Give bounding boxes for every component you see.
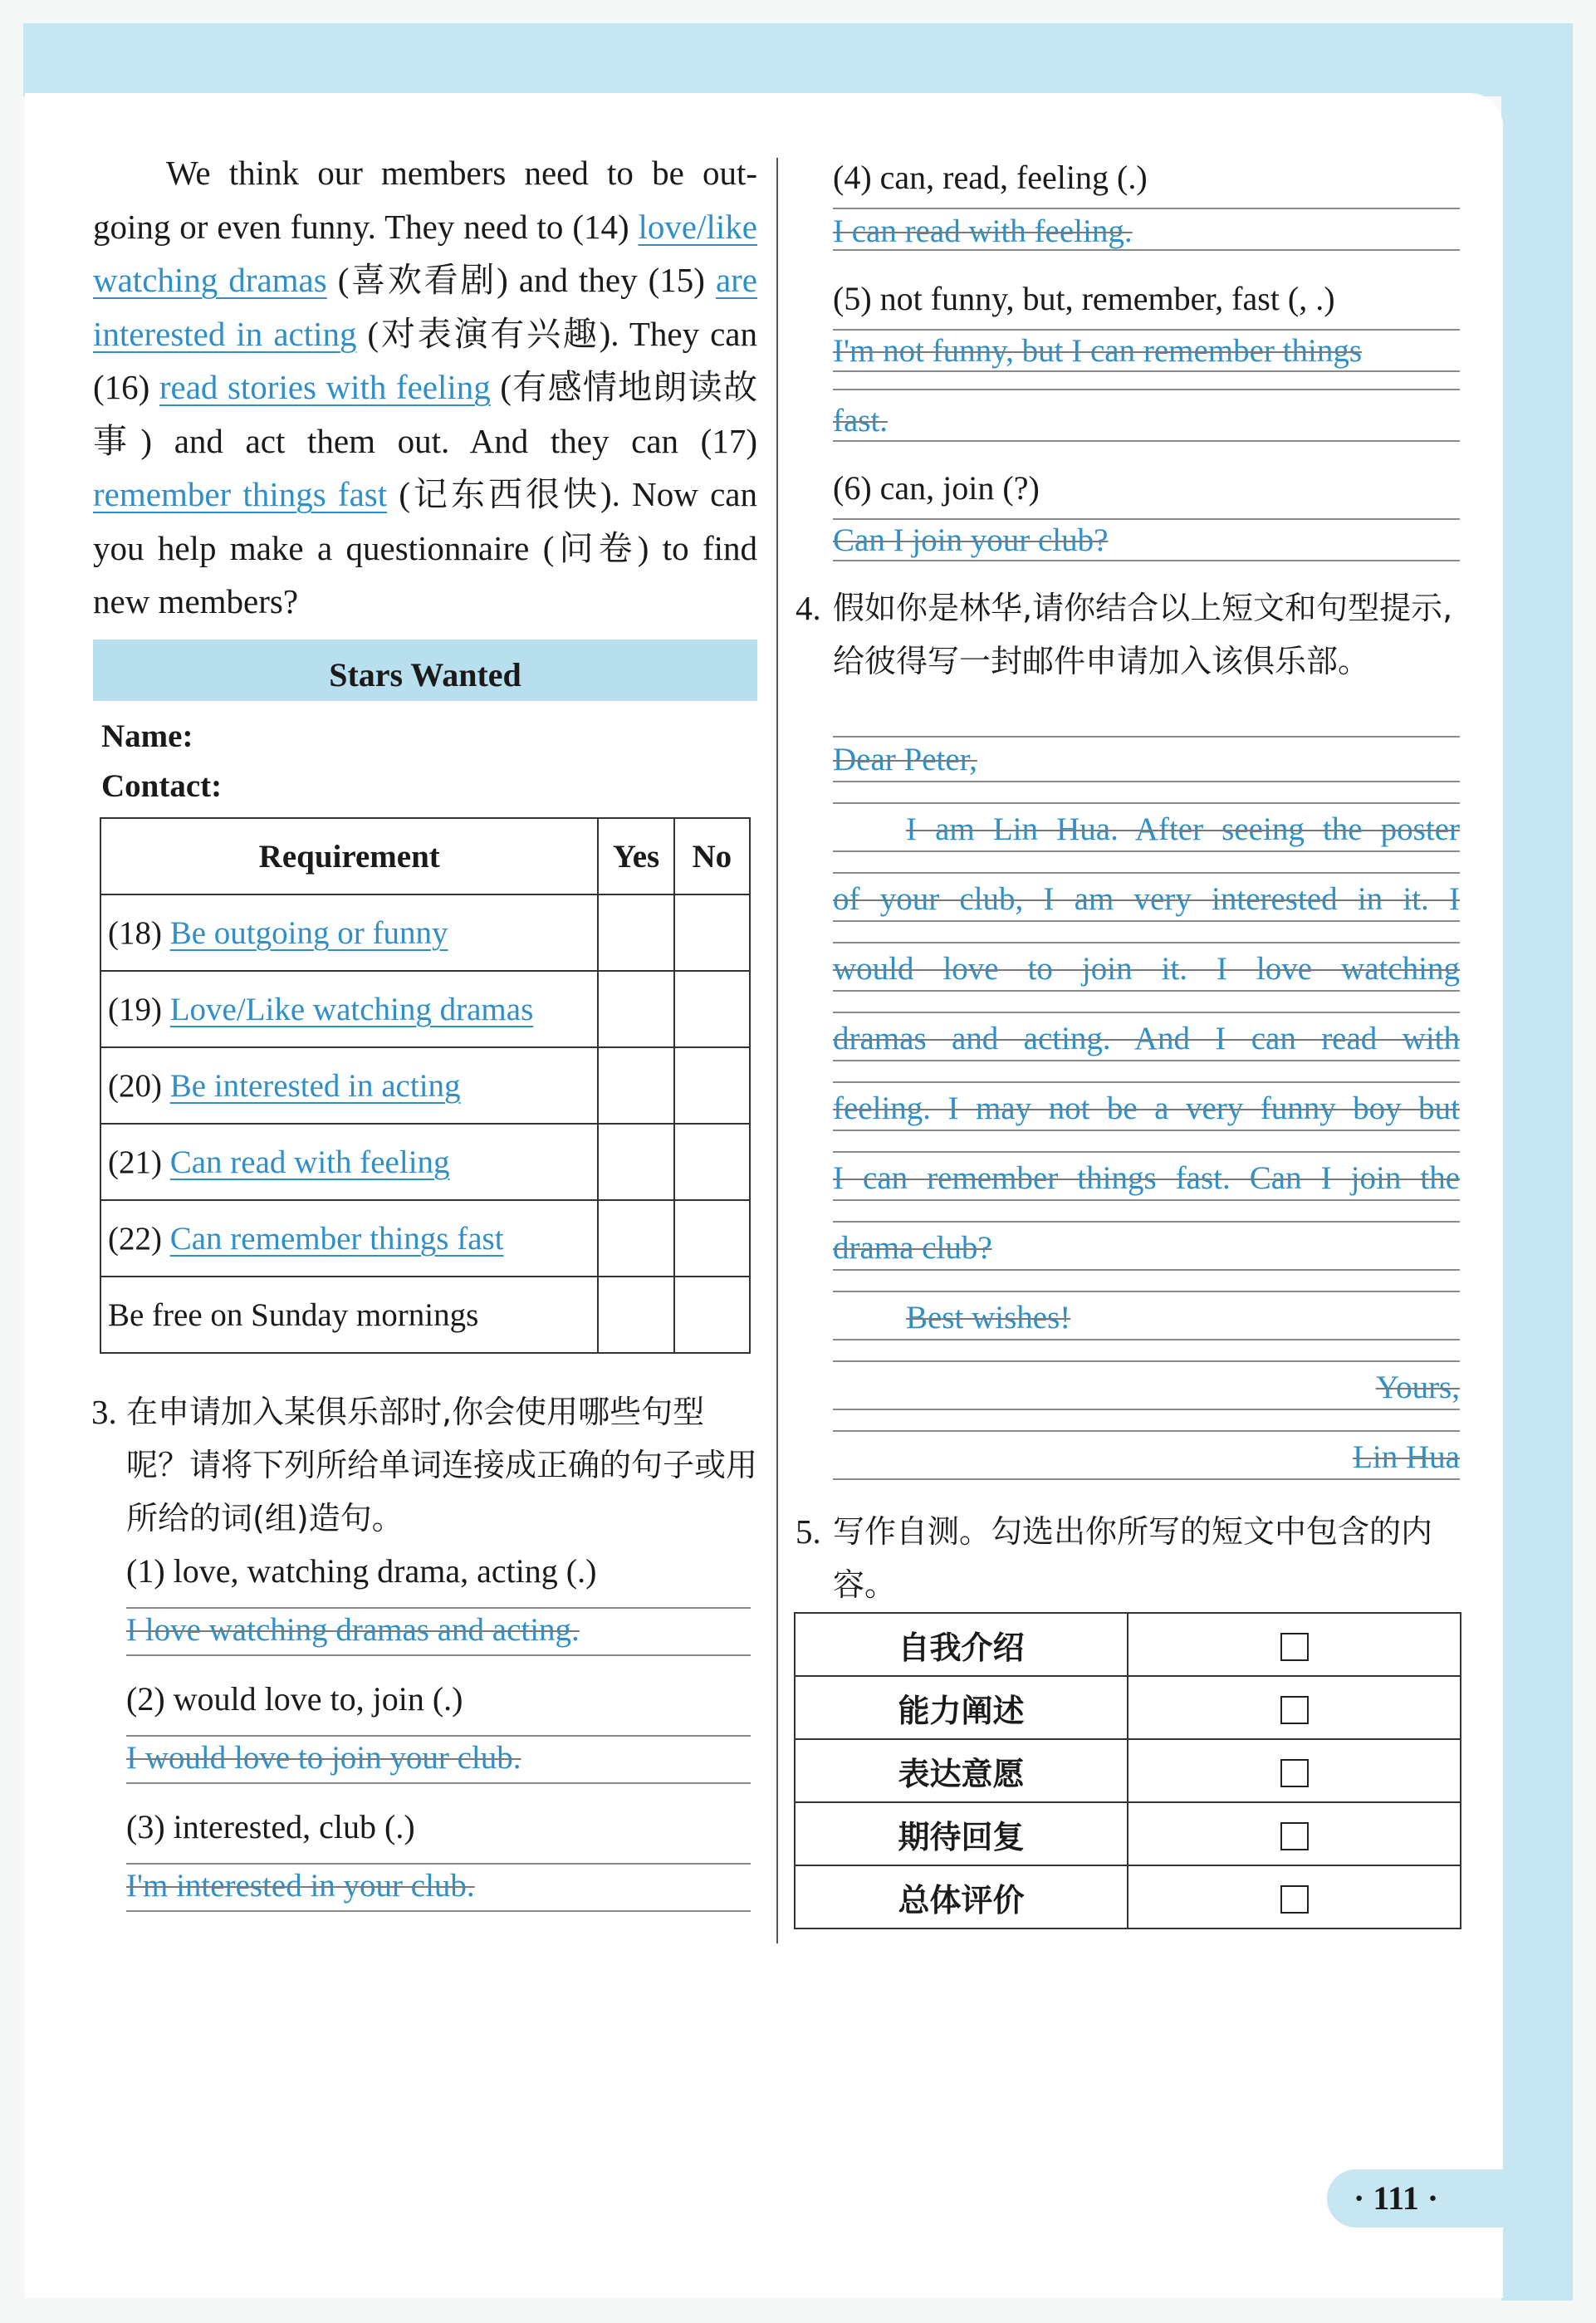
- intro-text-3: (对表演有兴趣). They can (16): [93, 314, 758, 406]
- requirement-cell: [100, 1200, 598, 1277]
- column-divider: [776, 158, 778, 1943]
- q4-instruction: 假如你是林华,请你结合以上短文和句型提示,给彼得写一封邮件申请加入该俱乐部。: [833, 590, 1453, 679]
- requirement-answer: Can read with feeling: [169, 1144, 450, 1180]
- answer-14: love/like watching dramas: [93, 207, 757, 299]
- table-row: [795, 1676, 1461, 1739]
- answer-rule: [833, 1060, 1460, 1061]
- letter-line-7: I can remember things fast. Can I join the: [833, 1160, 1460, 1196]
- checkbox-cell: [1128, 1802, 1461, 1865]
- checkbox-cell: [1128, 1865, 1461, 1928]
- answer-rule: [833, 1478, 1460, 1480]
- intro-text-2: (喜欢看剧) and they (15): [326, 261, 716, 299]
- checkbox[interactable]: [1280, 1696, 1309, 1724]
- intro-paragraph: [93, 146, 757, 629]
- answer-rule: [833, 389, 1460, 390]
- requirement-answer: Be outgoing or funny: [169, 914, 448, 951]
- table-row: [100, 1200, 750, 1277]
- answer-rule: [126, 1654, 751, 1656]
- requirement-header: Requirement: [100, 818, 598, 894]
- letter-line-4: would love to join it. I love watching: [833, 951, 1460, 987]
- self-check-item: 能力阐述: [795, 1676, 1128, 1739]
- answer-rule: [833, 1360, 1460, 1362]
- yes-cell[interactable]: [598, 1124, 673, 1200]
- contact-label: Contact:: [101, 768, 223, 804]
- answer-rule: [833, 440, 1460, 442]
- row-number: (19): [108, 991, 170, 1027]
- requirement-answer: Be interested in acting: [169, 1067, 461, 1104]
- checkbox-cell: [1128, 1613, 1461, 1676]
- checkbox-cell: [1128, 1676, 1461, 1739]
- q3-prompt-1: (1) love, watching drama, acting (.): [126, 1552, 597, 1590]
- answer-rule: [833, 850, 1460, 852]
- requirement-answer: Love/Like watching dramas: [169, 991, 534, 1027]
- table-row: [795, 1802, 1461, 1865]
- q3-prompt-2: (2) would love to, join (.): [126, 1680, 463, 1718]
- letter-line-2: I am Lin Hua. After seeing the poster: [906, 811, 1460, 847]
- row-number: (20): [108, 1067, 170, 1104]
- answer-rule: [833, 560, 1460, 561]
- answer-16: read stories with feeling: [159, 368, 491, 406]
- no-cell[interactable]: [674, 1200, 750, 1277]
- q5-number: 5.: [796, 1512, 821, 1551]
- answer-rule: [833, 1221, 1460, 1223]
- row-number: (21): [108, 1144, 170, 1180]
- answer-rule: [126, 1863, 751, 1865]
- answer-rule: [833, 736, 1460, 738]
- no-cell[interactable]: [674, 971, 750, 1047]
- requirement-cell: [100, 1047, 598, 1124]
- row-number: (18): [108, 914, 170, 951]
- answer-rule: [833, 1151, 1460, 1153]
- yes-cell[interactable]: [598, 1277, 673, 1353]
- no-cell[interactable]: [674, 1277, 750, 1353]
- answer-rule: [833, 1291, 1460, 1292]
- table-row: [100, 1277, 750, 1353]
- requirement-table: [100, 817, 751, 1354]
- answer-rule: [833, 1130, 1460, 1131]
- table-header-row: [100, 818, 750, 894]
- self-check-item: 表达意愿: [795, 1739, 1128, 1802]
- q3-prompt-5: (5) not funny, but, remember, fast (, .): [833, 280, 1335, 317]
- table-row: [795, 1865, 1461, 1928]
- q3-answer-2: I would love to join your club.: [126, 1740, 521, 1776]
- row-number: (22): [108, 1220, 170, 1257]
- yes-cell[interactable]: [598, 1047, 673, 1124]
- q3-prompt-6: (6) can, join (?): [833, 469, 1040, 507]
- intro-text-1: We think our members need to be out-going or even funny. They need to (14): [93, 154, 757, 246]
- top-color-band: [23, 23, 1573, 96]
- letter-sign-off: Yours,: [1375, 1370, 1460, 1405]
- answer-rule: [126, 1607, 751, 1609]
- answer-rule: [833, 1430, 1460, 1432]
- answer-rule: [833, 1081, 1460, 1083]
- q3-number: 3.: [91, 1393, 117, 1431]
- q3-prompt-4: (4) can, read, feeling (.): [833, 159, 1148, 196]
- answer-rule: [833, 1199, 1460, 1201]
- answer-rule: [833, 920, 1460, 922]
- q5-instruction: 写作自测。勾选出你所写的短文中包含的内容。: [833, 1513, 1433, 1603]
- letter-line-6: feeling. I may not be a very funny boy but: [833, 1090, 1460, 1126]
- answer-rule: [833, 249, 1460, 251]
- yes-header: Yes: [598, 818, 673, 894]
- no-cell[interactable]: [674, 894, 750, 971]
- checkbox-cell: [1128, 1739, 1461, 1802]
- no-cell[interactable]: [674, 1047, 750, 1124]
- q3-answer-5-line-2: fast.: [833, 403, 889, 439]
- intro-text-5: (记东西很快). Now can you help make a questionnaire (问卷) to find new members?: [93, 475, 757, 620]
- answer-rule: [833, 1339, 1460, 1340]
- table-row: [795, 1739, 1461, 1802]
- self-check-table: [794, 1612, 1461, 1929]
- table-row: [100, 971, 750, 1047]
- yes-cell[interactable]: [598, 971, 673, 1047]
- answer-rule: [833, 208, 1460, 209]
- intro-text-4: (有感情地朗读故事) and act them out. And they can (17): [93, 368, 758, 460]
- answer-rule: [126, 1910, 751, 1912]
- answer-rule: [126, 1735, 751, 1737]
- requirement-cell: Be free on Sunday mornings: [100, 1277, 598, 1353]
- answer-rule: [833, 1012, 1460, 1013]
- right-color-band: [1501, 91, 1573, 2301]
- checkbox[interactable]: [1280, 1633, 1309, 1661]
- table-row: [100, 1124, 750, 1200]
- page-number: · 111 ·: [1327, 2169, 1573, 2227]
- table-row: [100, 894, 750, 971]
- requirement-cell: [100, 1124, 598, 1200]
- q3-answer-4: I can read with feeling.: [833, 213, 1133, 249]
- q3-prompt-3: (3) interested, club (.): [126, 1808, 415, 1845]
- q3-answer-3: I'm interested in your club.: [126, 1868, 475, 1904]
- answer-rule: [833, 942, 1460, 943]
- q3-answer-6: Can I join your club?: [833, 522, 1109, 558]
- no-cell[interactable]: [674, 1124, 750, 1200]
- table-row: [100, 1047, 750, 1124]
- stars-wanted-title: Stars Wanted: [93, 640, 757, 701]
- answer-rule: [833, 781, 1460, 782]
- no-header: No: [674, 818, 750, 894]
- checkbox[interactable]: [1280, 1822, 1309, 1850]
- answer-rule: [126, 1782, 751, 1784]
- answer-17: remember things fast: [93, 475, 388, 513]
- answer-rule: [833, 1409, 1460, 1410]
- q3-answer-5-line-1: I'm not funny, but I can remember things: [833, 333, 1363, 369]
- letter-line-3: of your club, I am very interested in it. I: [833, 881, 1460, 917]
- requirement-cell: [100, 894, 598, 971]
- requirement-answer: Can remember things fast: [169, 1220, 504, 1257]
- self-check-item: 期待回复: [795, 1802, 1128, 1865]
- self-check-item: 自我介绍: [795, 1613, 1128, 1676]
- table-row: [795, 1613, 1461, 1676]
- answer-rule: [833, 872, 1460, 874]
- answer-15: are interested in acting: [93, 261, 758, 353]
- requirement-cell: [100, 971, 598, 1047]
- checkbox[interactable]: [1280, 1759, 1309, 1787]
- letter-signature: Lin Hua: [1353, 1439, 1460, 1475]
- letter-line-1: Dear Peter,: [833, 742, 977, 777]
- q3-answer-1: I love watching dramas and acting.: [126, 1612, 580, 1648]
- yes-cell[interactable]: [598, 894, 673, 971]
- answer-rule: [833, 518, 1460, 520]
- answer-rule: [833, 802, 1460, 804]
- q4-number: 4.: [796, 589, 821, 627]
- answer-rule: [833, 329, 1460, 331]
- checkbox[interactable]: [1280, 1885, 1309, 1914]
- letter-line-5: dramas and acting. And I can read with: [833, 1021, 1460, 1056]
- answer-rule: [833, 370, 1460, 372]
- answer-rule: [833, 990, 1460, 992]
- letter-line-8: drama club?: [833, 1230, 992, 1266]
- answer-rule: [833, 1269, 1460, 1271]
- name-label: Name:: [101, 718, 193, 754]
- letter-closing: Best wishes!: [906, 1300, 1071, 1335]
- self-check-item: 总体评价: [795, 1865, 1128, 1928]
- yes-cell[interactable]: [598, 1200, 673, 1277]
- q3-instruction: 在申请加入某俱乐部时,你会使用哪些句型呢？请将下列所给单词连接成正确的句子或用所给的词(组)造句。: [126, 1394, 758, 1536]
